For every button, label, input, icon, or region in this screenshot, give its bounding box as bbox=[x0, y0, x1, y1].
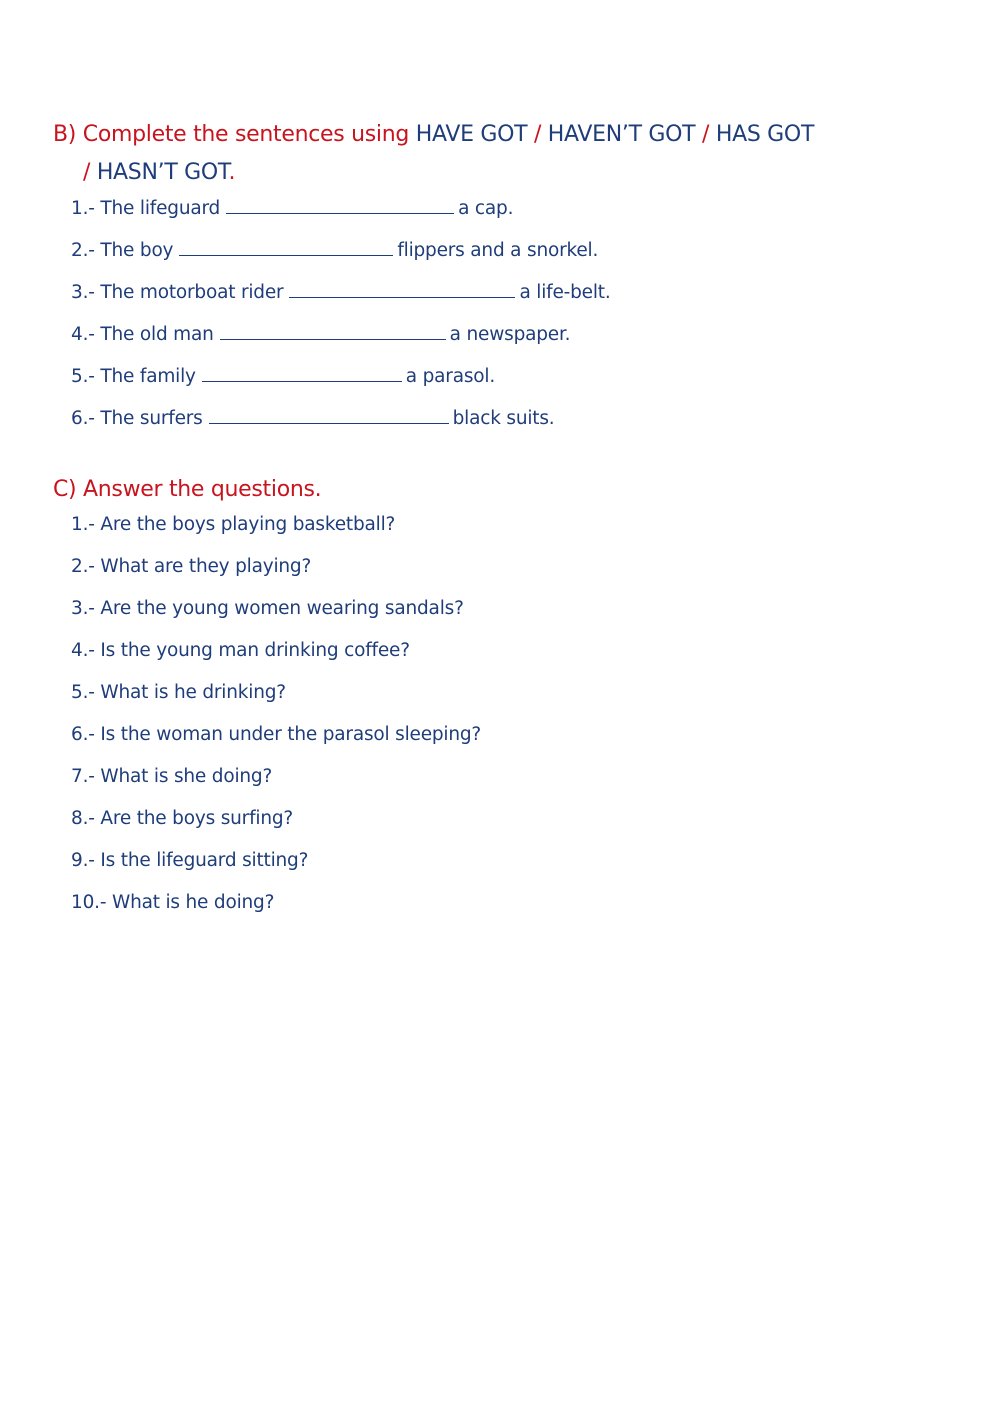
item-text-before: 4.- The old man bbox=[71, 324, 214, 345]
item-text-after: a cap. bbox=[458, 198, 514, 219]
question-5: 5.- What is he drinking? bbox=[71, 682, 286, 703]
section-c-heading: C) Answer the questions. bbox=[53, 477, 322, 502]
question-2: 2.- What are they playing? bbox=[71, 556, 312, 577]
separator-slash: / bbox=[83, 160, 97, 185]
item-text-after: black suits. bbox=[452, 408, 555, 429]
section-b-heading-cont bbox=[83, 160, 235, 185]
item-text-before: 5.- The family bbox=[71, 366, 196, 387]
exercise-b-item-1 bbox=[71, 198, 513, 219]
section-b-prefix: B) Complete the sentences using bbox=[53, 122, 416, 147]
question-10: 10.- What is he doing? bbox=[71, 892, 275, 913]
question-7: 7.- What is she doing? bbox=[71, 766, 273, 787]
item-text-after: flippers and a snorkel. bbox=[397, 240, 599, 261]
question-9: 9.- Is the lifeguard sitting? bbox=[71, 850, 309, 871]
answer-blank[interactable] bbox=[209, 408, 449, 424]
item-text-before: 1.- The lifeguard bbox=[71, 198, 221, 219]
answer-blank[interactable] bbox=[289, 282, 515, 298]
answer-blank[interactable] bbox=[179, 240, 393, 256]
exercise-b-item-5 bbox=[71, 366, 495, 387]
separator: / bbox=[527, 122, 548, 147]
exercise-b-item-4 bbox=[71, 324, 570, 345]
item-text-after: a newspaper. bbox=[449, 324, 571, 345]
answer-blank[interactable] bbox=[202, 366, 402, 382]
item-text-before: 2.- The boy bbox=[71, 240, 174, 261]
question-1: 1.- Are the boys playing basketball? bbox=[71, 514, 396, 535]
item-text-before: 3.- The motorboat rider bbox=[71, 282, 284, 303]
item-text-after: a life-belt. bbox=[519, 282, 611, 303]
question-4: 4.- Is the young man drinking coffee? bbox=[71, 640, 410, 661]
option-has-got: HAS GOT bbox=[715, 122, 815, 147]
answer-blank[interactable] bbox=[226, 198, 454, 214]
option-have-got: HAVE GOT bbox=[415, 122, 528, 147]
question-6: 6.- Is the woman under the parasol sleeping? bbox=[71, 724, 482, 745]
answer-blank[interactable] bbox=[220, 324, 446, 340]
exercise-b-item-3 bbox=[71, 282, 611, 303]
option-havent-got: HAVEN’T GOT bbox=[547, 122, 696, 147]
heading-period: . bbox=[228, 160, 236, 185]
separator: / bbox=[695, 122, 716, 147]
exercise-b-item-6 bbox=[71, 408, 554, 429]
item-text-before: 6.- The surfers bbox=[71, 408, 203, 429]
question-8: 8.- Are the boys surfing? bbox=[71, 808, 294, 829]
section-b-heading bbox=[53, 122, 814, 147]
question-3: 3.- Are the young women wearing sandals? bbox=[71, 598, 464, 619]
item-text-after: a parasol. bbox=[405, 366, 496, 387]
exercise-b-item-2 bbox=[71, 240, 598, 261]
option-hasnt-got: HASN’T GOT bbox=[96, 160, 229, 185]
